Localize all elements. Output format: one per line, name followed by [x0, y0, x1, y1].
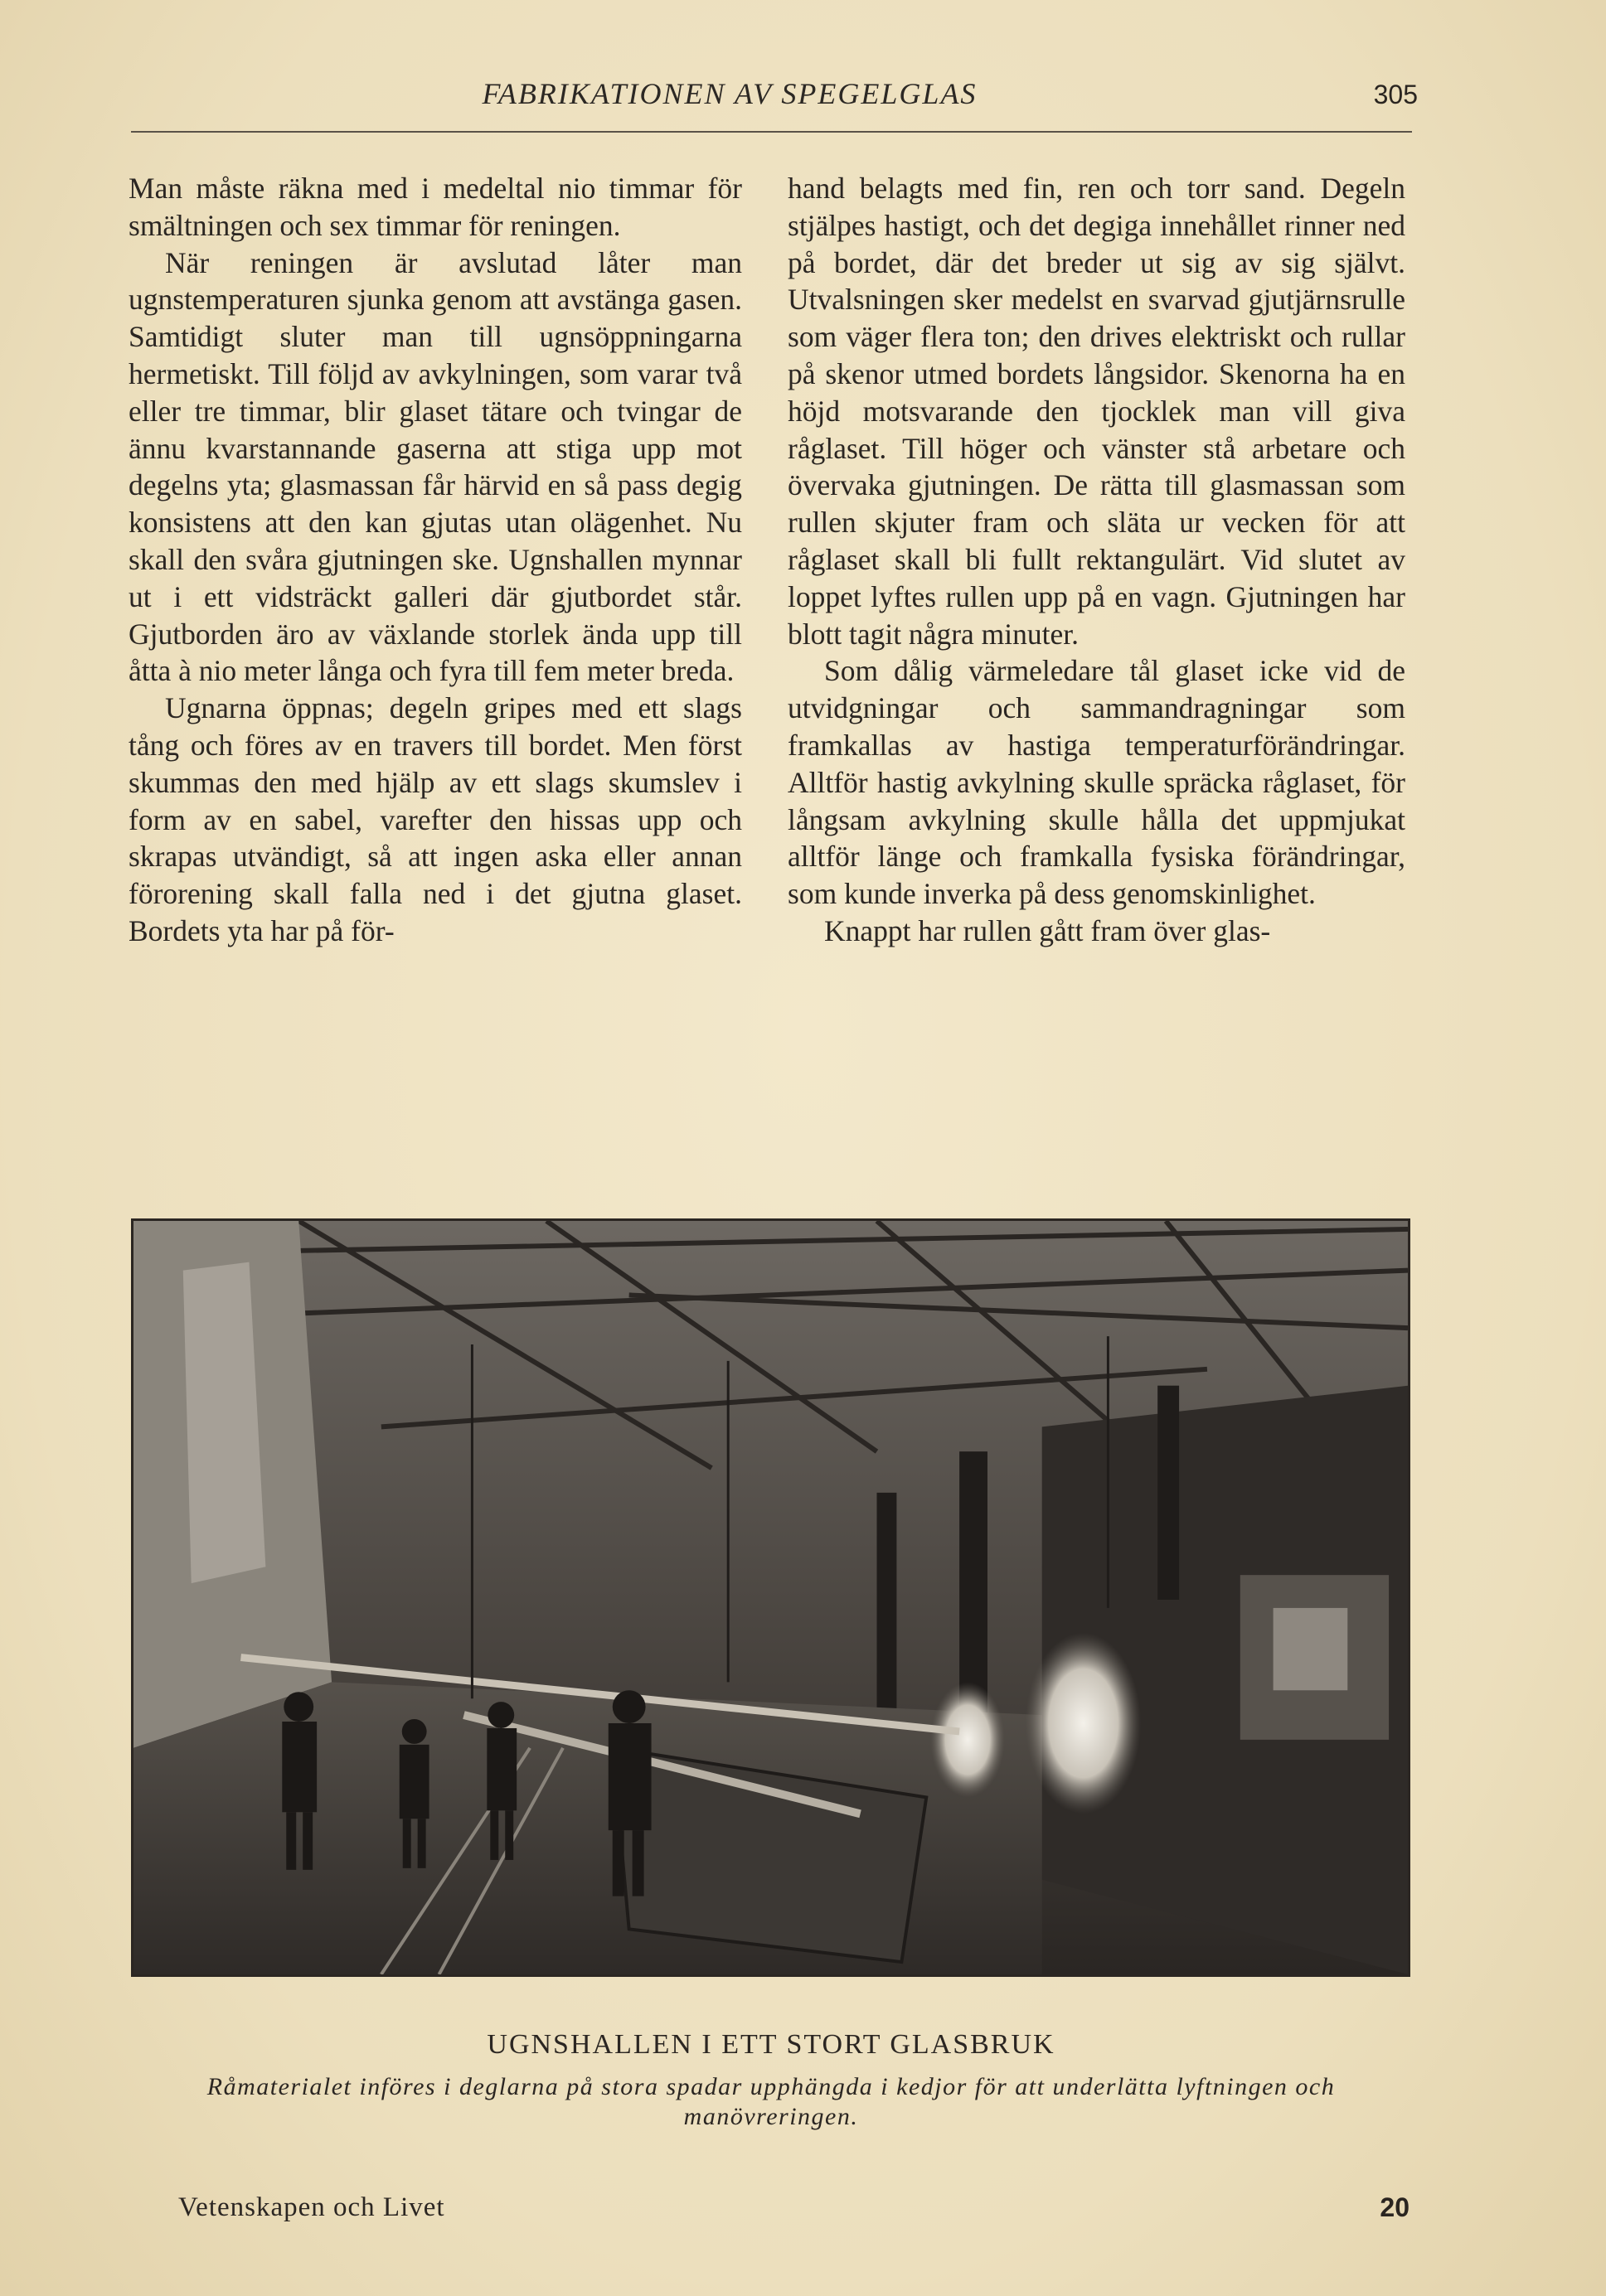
figure-caption-text: Råmaterialet införes i deglarna på stora spadar upphängda i kedjor för att underlätta lyftningen och manövreringen.: [206, 2073, 1336, 2130]
left-paragraph-3: Ugnarna öppnas; degeln gripes med ett slags tång och föres av en travers till bordet. Men först skummas den med hjälp av ett slags skumslev i form av en sabel, varefter den hissas upp och skrapas utvändigt, så att ingen aska eller annan förorening skall falla ned i det gjutna glaset. Bordets yta har på för-: [129, 691, 742, 947]
right-paragraph-1: hand belagts med fin, ren och torr sand. Degeln stjälpes hastigt, och det degiga innehållet rinner ned på bordet, där det breder ut sig av sig självt. Utvalsningen sker medelst en svarvad gjutjärnsrulle som väger flera ton; den drives elektriskt och rullar på skenor utmed bordets långsidor. Skenorna ha en höjd motsvarande den tjocklek man vill giva råglaset. Till höger och vänster stå arbetare och övervaka gjutningen. De rätta till glasmassan som rullen skjuter fram och släta ur vecken för att råglaset skall bli fullt rektangulärt. Vid slutet av loppet lyftes rullen upp på en vagn. Gjutningen har blott tagit några minuter.: [788, 172, 1405, 651]
right-paragraph-2: Som dålig värmeledare tål glaset icke vid de utvidgningar och sammandragningar som framkallas av hastiga temperaturförändringar. Alltför hastig avkylning skulle spräcka råglaset, för långsam avkylning skulle hålla det uppmjukat alltför länge och framkalla fysiska förändringar, som kunde inverka på dess genomskinlighet.: [788, 654, 1405, 911]
glowing-crucible: [1026, 1633, 1141, 1814]
left-column: [129, 170, 742, 950]
right-paragraph-3: Knappt har rullen gått fram över glas-: [824, 913, 1271, 947]
page-number: 305: [1373, 80, 1418, 109]
furnace-hall-photo: [131, 1218, 1410, 1977]
sheet-number: 20: [1380, 2192, 1409, 2222]
running-header-title: FABRIKATIONEN AV SPEGELGLAS: [482, 77, 978, 110]
header-divider: [131, 131, 1412, 133]
right-column: [788, 170, 1405, 950]
left-paragraph-1: Man måste räkna med i medeltal nio timmar för smältningen och sex timmar för reningen.: [129, 172, 742, 242]
journal-name: Vetenskapen och Livet: [178, 2192, 445, 2222]
furnace-hall-illustration: [133, 1221, 1408, 1974]
left-paragraph-2: När reningen är avslutad låter man ugnstemperaturen sjunka genom att avstänga gasen. Samtidigt sluter man till ugnsöppningarna hermetiskt. Till följd av avkylningen, som varar två eller tre timmar, blir glaset tätare och tvingar de ännu kvarstannande gaserna att stiga upp mot degelns yta; glasmassan får härvid en så pass degig konsistens att den kan gjutas utan olägenhet. Nu skall den svåra gjutningen ske. Ugnshallen mynnar ut i ett vidsträckt galleri där gjutbordet står. Gjutborden äro av växlande storlek ända upp till åtta à nio meter långa och fyra till fem meter breda.: [129, 245, 742, 688]
figure-caption-title: UGNSHALLEN I ETT STORT GLASBRUK: [487, 2029, 1055, 2060]
glowing-crucible-small: [930, 1682, 1005, 1797]
furnace-opening: [1274, 1608, 1348, 1690]
